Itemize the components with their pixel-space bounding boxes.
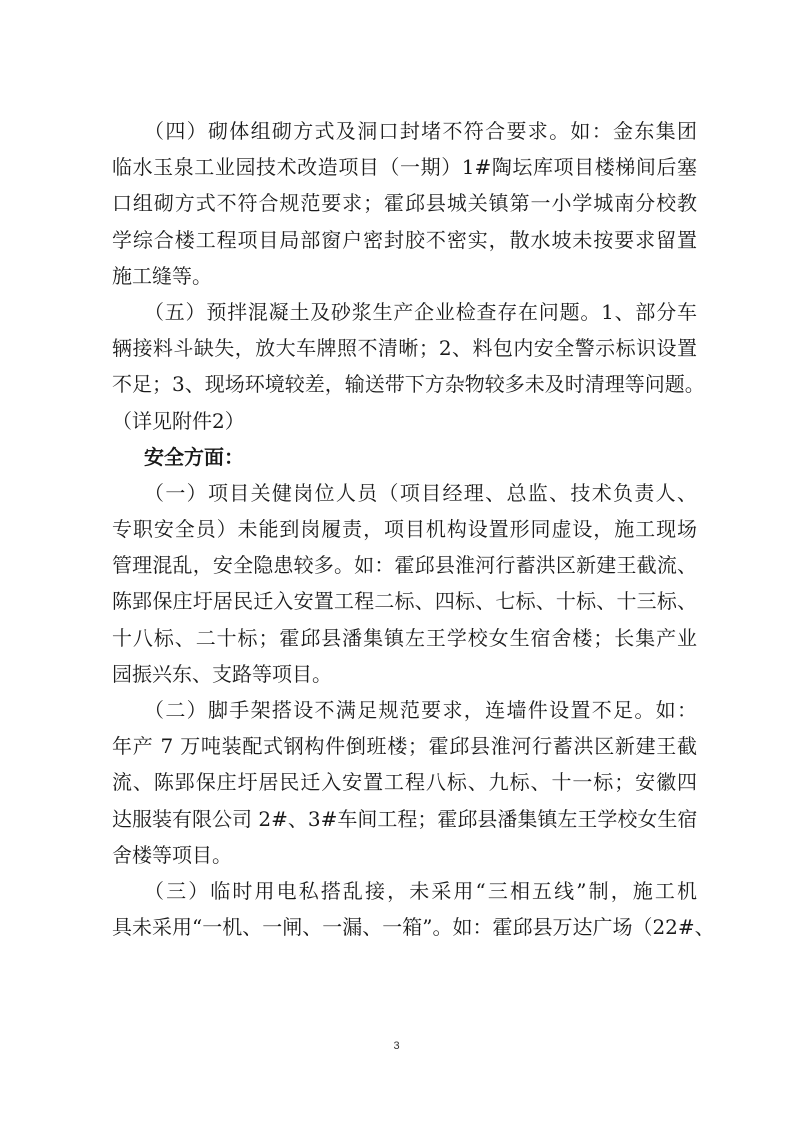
text-line: （五）预拌混凝土及砂浆生产企业检查存在问题。1、部分车 xyxy=(144,299,697,324)
text-line: 专职安全员）未能到岗履责，项目机构设置形同虚设，施工现场 xyxy=(112,517,697,542)
text-line: 园振兴东、支路等项目。 xyxy=(112,661,332,686)
text-line: 年产 7 万吨装配式钢构件倒班楼；霍邱县淮河行蓄洪区新建王截 xyxy=(112,734,697,759)
text-line: （四）砌体组砌方式及洞口封堵不符合要求。如：金东集团 xyxy=(144,119,697,143)
text-line: 陈郢保庄圩居民迁入安置工程二标、四标、七标、十标、十三标、 xyxy=(112,589,697,614)
document-body xyxy=(112,113,715,945)
text-line: 辆接料斗缺失，放大车牌照不清晰；2、料包内安全警示标识设置 xyxy=(112,336,697,361)
page-number: 3 xyxy=(393,1040,400,1052)
text-line: 达服装有限公司 2#、3#车间工程；霍邱县潘集镇左王学校女生宿 xyxy=(112,806,698,831)
text-line: 流、陈郢保庄圩居民迁入安置工程八标、九标、十一标；安徽四 xyxy=(112,770,697,795)
text-line: 施工缝等。 xyxy=(112,263,212,288)
text-line: （三）临时用电私搭乱接，未采用“三相五线”制，施工机 xyxy=(144,878,697,903)
text-line: （一）项目关健岗位人员（项目经理、总监、技术负责人、 xyxy=(144,480,697,505)
text-line: 学综合楼工程项目局部窗户密封胶不密实，散水坡未按要求留置 xyxy=(112,227,697,252)
text-line: 管理混乱，安全隐患较多。如：霍邱县淮河行蓄洪区新建王截流、 xyxy=(112,553,697,578)
text-line: （二）脚手架搭设不满足规范要求，连墙件设置不足。如： xyxy=(144,698,697,722)
text-line: 具未采用“一机、一闸、一漏、一箱”。如：霍邱县万达广场（22#、 xyxy=(112,915,715,940)
section-heading: 安全方面： xyxy=(144,444,244,469)
text-line: 口组砌方式不符合规范要求；霍邱县城关镇第一小学城南分校教 xyxy=(112,191,697,216)
text-line: 临水玉泉工业园技术改造项目（一期）1#陶坛库项目楼梯间后塞 xyxy=(112,155,697,180)
text-line: 不足；3、现场环境较差，输送带下方杂物较多未及时清理等问题。 xyxy=(112,372,705,397)
text-line: 舍楼等项目。 xyxy=(112,842,232,867)
text-line: 十八标、二十标；霍邱县潘集镇左王学校女生宿舍楼；长集产业 xyxy=(112,625,697,650)
text-line: （详见附件2） xyxy=(112,408,245,433)
